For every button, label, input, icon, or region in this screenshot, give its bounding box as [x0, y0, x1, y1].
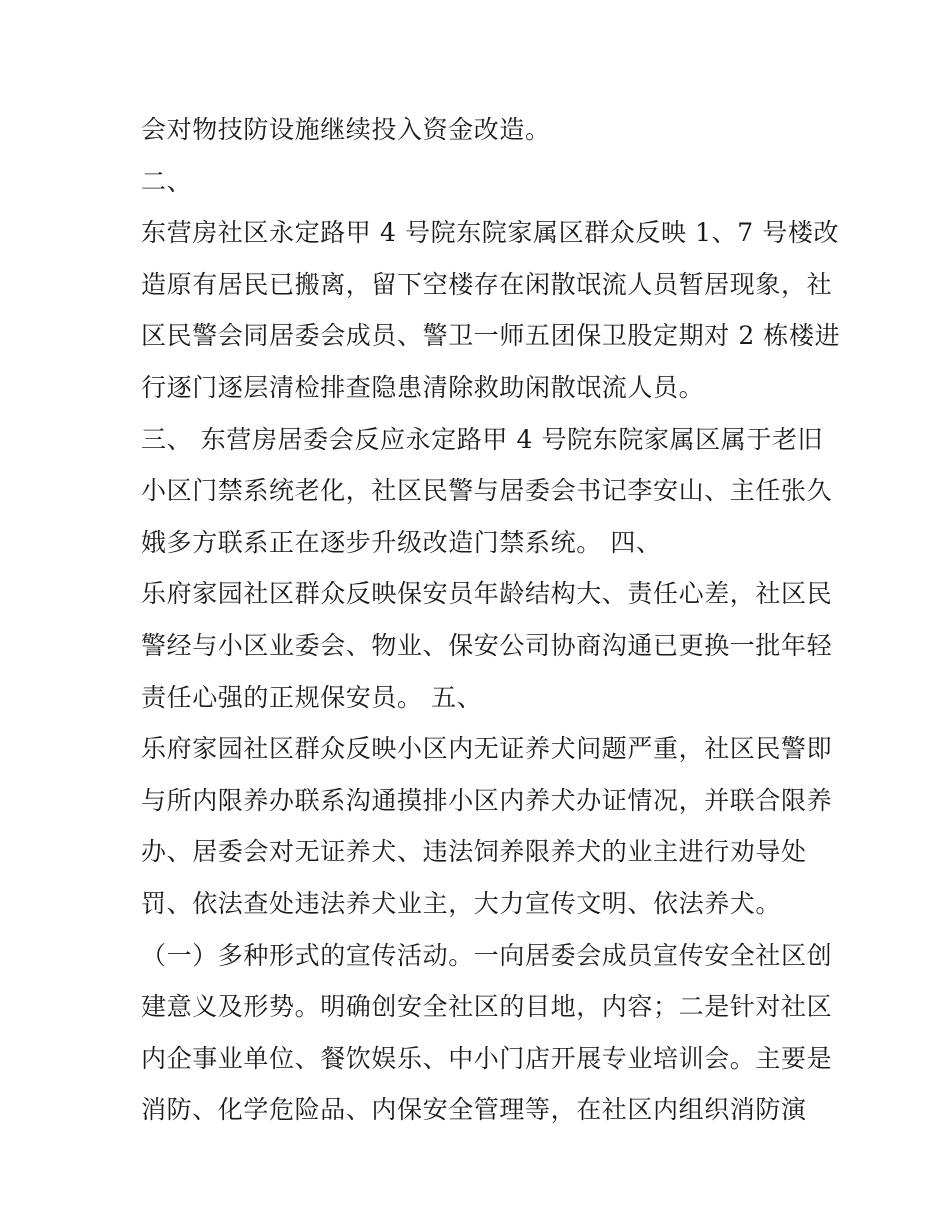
text-line: 三、 东营房居委会反应永定路甲 4 号院东院家属区属于老旧 — [141, 424, 824, 454]
text-line: 娥多方联系正在逐步升级改造门禁系统。 四、 — [141, 527, 662, 557]
text-line: 与所内限养办联系沟通摸排小区内养犬办证情况，并联合限养 — [141, 785, 833, 815]
text-line: 办、居委会对无证养犬、违法饲养限养犬的业主进行劝导处 — [141, 837, 807, 867]
text-line: 责任心强的正规保安员。 五、 — [141, 682, 483, 712]
text-line: 二、 — [141, 166, 193, 196]
text-line: 行逐门逐层清检排查隐患清除救助闲散氓流人员。 — [141, 372, 705, 402]
text-line: 建意义及形势。明确创安全社区的目地，内容；二是针对社区 — [141, 992, 833, 1022]
text-line: 区民警会同居委会成员、警卫一师五团保卫股定期对 2 栋楼进 — [141, 321, 841, 351]
text-line: 东营房社区永定路甲 4 号院东院家属区群众反映 1、7 号楼改 — [141, 218, 840, 248]
text-line: 乐府家园社区群众反映保安员年龄结构大、责任心差，社区民 — [141, 579, 833, 609]
text-line: 小区门禁系统老化，社区民警与居委会书记李安山、主任张久 — [141, 476, 833, 506]
text-line: （一）多种形式的宣传活动。一向居委会成员宣传安全社区创 — [141, 940, 833, 970]
text-line: 罚、依法查处违法养犬业主，大力宣传文明、依法养犬。 — [141, 888, 782, 918]
text-line: 会对物技防设施继续投入资金改造。 — [141, 115, 551, 144]
text-line: 造原有居民已搬离，留下空楼存在闲散氓流人员暂居现象，社 — [141, 269, 833, 299]
text-line: 内企事业单位、餐饮娱乐、中小门店开展专业培训会。主要是 — [141, 1043, 833, 1073]
text-line: 警经与小区业委会、物业、保安公司协商沟通已更换一批年轻 — [141, 630, 833, 660]
text-line: 消防、化学危险品、内保安全管理等，在社区内组织消防演 — [141, 1095, 807, 1125]
body-text — [141, 104, 841, 1136]
text-line: 乐府家园社区群众反映小区内无证养犬问题严重，社区民警即 — [141, 734, 833, 764]
